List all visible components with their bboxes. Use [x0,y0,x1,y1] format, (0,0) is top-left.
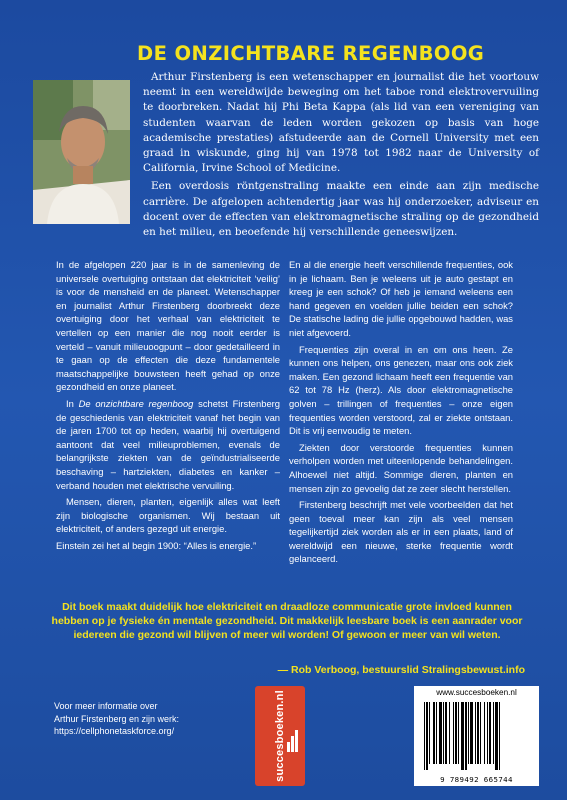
book-title-italic: De onzichtbare regenboog [78,397,194,409]
blurb-left-column [56,258,280,555]
blurb-paragraph: Frequenties zijn overal in en om ons heen. Ze kunnen ons helpen, ons genezen, maar ons ook ziek maken. Een gezond lichaam heeft een frequentie van 62 tot 78 Hz (herz). Als door elektromagnetische golven – trillingen of frequenties – onze eigen frequenties worden verstoord, zal er ziekte ontstaan. Dit is vrij eenvoudig te meten. [289,343,513,437]
barcode-box [414,686,539,786]
blurb-paragraph [56,397,280,492]
bio-paragraph: Een overdosis röntgenstraling maakte een einde aan zijn medische carrière. De afgelopen achtendertig jaar was hij onderzoeker, adviseur en docent over de effecten van elektromagnetische straling op de gezondheid en het milieu, en beoefende hij verschillende geneeswijzen. [143,180,539,239]
publisher-logo [255,686,305,786]
publisher-bars-icon [287,730,299,752]
blurb-paragraph: Mensen, dieren, planten, eigenlijk alles wat leeft zijn biologische organismen. Wij bestaan uit elektriciteit, of anders gezegd uit energie. [56,496,280,535]
endorsement-author: — Rob Verboog, bestuurslid Stralingsbewust.info [277,664,525,676]
author-photo [33,80,130,224]
info-link[interactable]: https://cellphonetaskforce.org/ [54,726,175,736]
endorsement-quote: Dit boek maakt duidelijk hoe elektriciteit en draadloze communicatie grote invloed kunnen hebben op je fysieke én mentale gezondheid. Dit makkelijk leesbare boek is een aanrader voor iedereen die gezond wil blijven of meer wil worden! Of gewoon er meer van wil weten. [51,601,523,642]
publisher-url: www.succesboeken.nl [436,688,517,697]
blurb-paragraph: Firstenberg beschrijft met vele voorbeelden dat het geen toeval meer kan zijn als veel mensen tegelijkertijd ziek worden als er in een plaats, land of wereldwijd een nieuwe, sterke frequentie wordt gelanceerd. [289,499,513,565]
info-line: Voor meer informatie over [54,701,158,711]
barcode-icon [422,702,531,770]
blurb-text: schetst Firstenberg de geschiedenis van elektriciteit vanaf het begin van de jaren 1700 tot op heden, waarbij hij overtuigend aantoont dat veel milieuproblemen, evenals de belangrijkste ziekten van de geïndustrialiseerde beschaving – hartziekten, diabetes en kanker – verband houden met elektrische vervuiling. [56,397,280,491]
blurb-paragraph: In de afgelopen 220 jaar is in de samenleving de universele overtuiging ontstaan dat elektriciteit ‘veilig’ is voor de mensheid en de planeet. Wetenschapper en journalist Arthur Firstenberg doorbreekt deze overtuiging door het verhaal van elektriciteit te vertellen op een manier die nog nooit eerder is verteld – vanuit milieuoogpunt – door gedetailleerd in te gaan op de effecten die deze fundamentele maatschappelijke bouwsteen heeft gehad op onze gezondheid en onze planeet. [56,259,280,393]
blurb-paragraph: Einstein zei het al begin 1900: “Alles is energie.” [56,539,257,551]
bio-paragraph: Arthur Firstenberg is een wetenschapper en journalist die het voortouw neemt in een wereldwijde beweging om het taboe rond elektrovervuiling te doorbreken. Nadat hij Phi Beta Kappa (als lid van een vereniging van studenten waarvan de leden worden gekozen op basis van hoge academische prestaties) afstudeerde aan de Cornell University met een graad in wiskunde, ging hij van 1978 tot 1982 naar de University of California, Irvine School of Medicine. [143,71,539,175]
blurb-paragraph: Ziekten door verstoorde frequenties kunnen verholpen worden met uiteenlopende behandelingen. Alhoewel niet altijd. Sommige dieren, planten en mensen zijn zo gevoelig dat ze zeer slecht herstellen. [289,441,513,494]
author-bio [143,70,539,243]
info-line: Arthur Firstenberg en zijn werk: [54,713,180,724]
publisher-logo-text: succesboeken.nl [274,690,286,782]
isbn-number: 9 789492 665744 [440,775,513,784]
book-title: DE ONZICHTBARE REGENBOOG [137,42,485,65]
more-info [54,700,244,738]
blurb-paragraph: En al die energie heeft verschillende frequenties, ook in je lichaam. Ben je weleens uit je auto gestapt en kreeg je een schok? Of heb je iemand weleens een hand gegeven en voelden jullie beiden een schok? De statische lading die jullie opgebouwd hadden, was niet afgevoerd. [289,259,513,338]
blurb-text: In [66,397,79,409]
blurb-right-column [289,258,513,569]
